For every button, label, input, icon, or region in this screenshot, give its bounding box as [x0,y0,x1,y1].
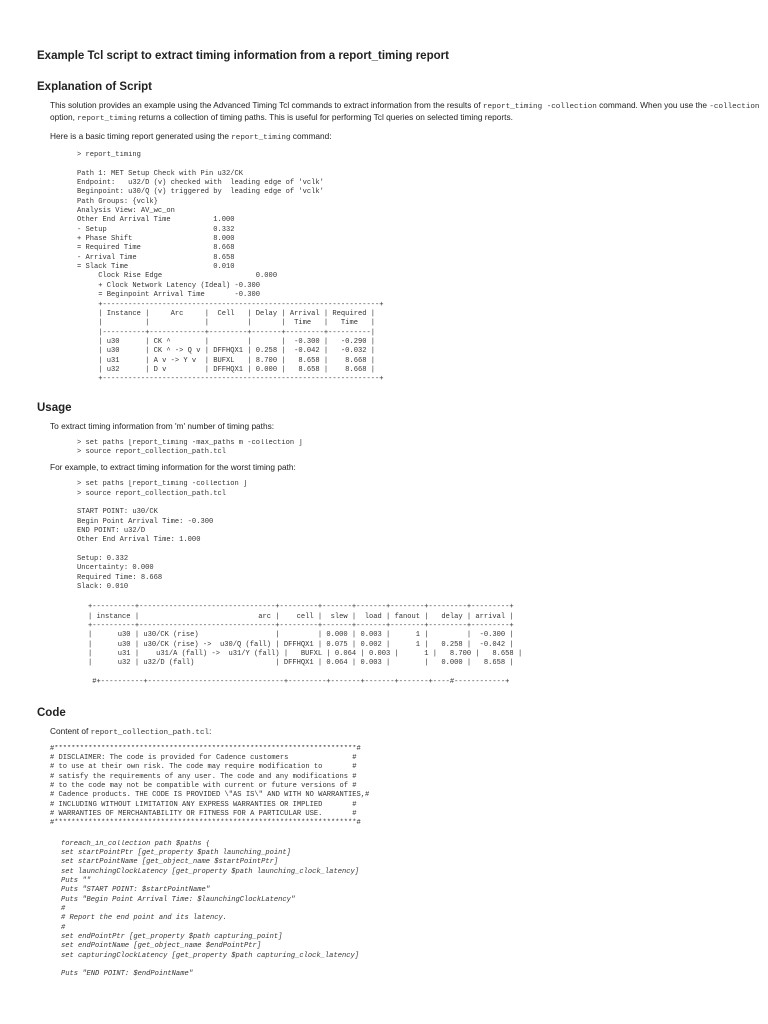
text-run: Here is a basic timing report generated using the [50,131,232,141]
text-run: This solution provides an example using the Advanced Timing Tcl commands to extract information from the results of [50,100,483,110]
usage-code-block-2: > set paths [report_timing -collection ] > source report_collection_path.tcl START POINT: u30/CK Begin Point Arrival Time: -0.300 END POINT: u32/D Other End Arrival Time: 1.000 Setup: 0.332 Uncertainty: 0.000 Required Time: 8.668 Slack: 0.010 [77,480,248,592]
inline-code: report_collection_path.tcl [90,728,210,737]
usage-code-block-1: > set paths [report_timing -max_paths m -collection ] > source report_collection_path.tcl [77,438,303,456]
inline-code: report_timing -collection [482,103,597,111]
timing-report-code-block: > report_timing Path 1: MET Setup Check with Pin u32/CK Endpoint: u32/D (v) checked with leading edge of 'vclk' Beginpoint: u30/Q (v) triggered by leading edge of 'vclk' Path Groups: {vclk} Analysis View: AV_wc_on Other End Arrival Time 1.000 - Setup 0.332 + Phase Shift 8.000 = Required Time 8.668 - Arrival Time 8.658 = Slack Time 0.010 Clock Rise Edge 0.000 + Clock Network Latency (Ideal) -0.300 = Beginpoint Arrival Time -0.300 +-----------------------------------------------------------------+ | Instance | Arc | Cell | Delay | Arrival | Required | | | | | | Time | Time | |----------+-------------+---------+-------+---------+----------| | u30 | CK ^ | | | -0.300 | -0.290 | | u30 | CK ^ -> Q v | DFFHQX1 | 0.258 | -0.042 | -0.032 | | u31 | A v -> Y v | BUFXL | 8.700 | 8.658 | 8.668 | | u32 | D v | DFFHQX1 | 0.000 | 8.658 | 8.668 | +-----------------------------------------------------------------+ [77,151,384,384]
inline-code: -collection [709,103,760,111]
text-run: : [209,725,212,736]
page-title: Example Tcl script to extract timing information from a report_timing report [37,50,449,62]
disclaimer-code-block: #***********************************************************************# # DISCLAIMER: The code is provided for Cadence customers # # to use at their own risk. The code may require modification to # # satisfy the requirements of any user. The code and any modifications # # to the code may not be compatible with current or future versions of # # Cadence products. THE CODE IS PROVIDED \"AS IS\" AND WITH NO WARRANTIES,# # INCLUDING WITHOUT LIMITATION ANY EXPRESS WARRANTIES OR IMPLIED # # WARRANTIES OF MERCHANTABILITY OR FITNESS FOR A PARTICULAR USE. # #***********************************************************************# [50,744,370,828]
usage-output-table: +----------+--------------------------------+---------+-------+-------+--------+---------+---------+ | instance | arc | cell | slew | load | fanout | delay | arrival | +----------+--------------------------------+---------+-------+-------+--------+---------+---------+ | u30 | u30/CK (rise) | | 0.000 | 0.003 | 1 | | -0.300 | | u30 | u30/CK (rise) -> u30/Q (fall) | DFFHQX1 | 0.075 | 0.002 | 1 | 0.258 | -0.042 | | u31 | u31/A (fall) -> u31/Y (fall) | BUFXL | 0.064 | 0.003 | 1 | 8.700 | 8.658 | | u32 | u32/D (fall) | DFFHQX1 | 0.064 | 0.003 | | 0.000 | 8.658 | #+----------+--------------------------------+---------+-------+-------+-------+----#------------+ [88,603,523,687]
document-page [37,50,762,980]
text-run: command. When you use the [596,100,710,110]
text-run: option, [50,112,78,122]
text-run: returns a collection of timing paths. This is useful for performing Tcl queries on selected timing reports. [136,112,513,122]
text-run: command: [290,131,332,141]
report-intro-paragraph [50,131,762,143]
inline-code: report_timing [231,134,291,142]
usage-paragraph-1: To extract timing information from 'm' number of timing paths: [50,420,275,431]
inline-code: report_timing [77,115,137,123]
tcl-script-code-block: foreach_in_collection path $paths { set startPointPtr [get_property $path launching_point] set startPointName [get_object_name $startPointPtr] set launchingClockLatency [get_property $path launching_clock_latency] Puts "" Puts "START POINT: $startPointName" Puts "Begin Point Arrival Time: $launchingClockLatency" # # Report the end point and its latency. # set endPointPtr [get_property $path capturing_point] set endPointName [get_object_name $endPointPtr] set capturingClockLatency [get_property $path capturing_clock_latency] Puts "END POINT: $endPointName" [61,839,359,979]
explanation-paragraph [50,100,762,124]
code-intro-paragraph [50,726,762,738]
section-heading-usage: Usage [37,401,72,414]
text-run: Content of [50,725,91,736]
section-heading-code: Code [37,706,66,719]
section-heading-explanation: Explanation of Script [37,81,153,93]
usage-paragraph-2: For example, to extract timing information for the worst timing path: [50,462,296,473]
